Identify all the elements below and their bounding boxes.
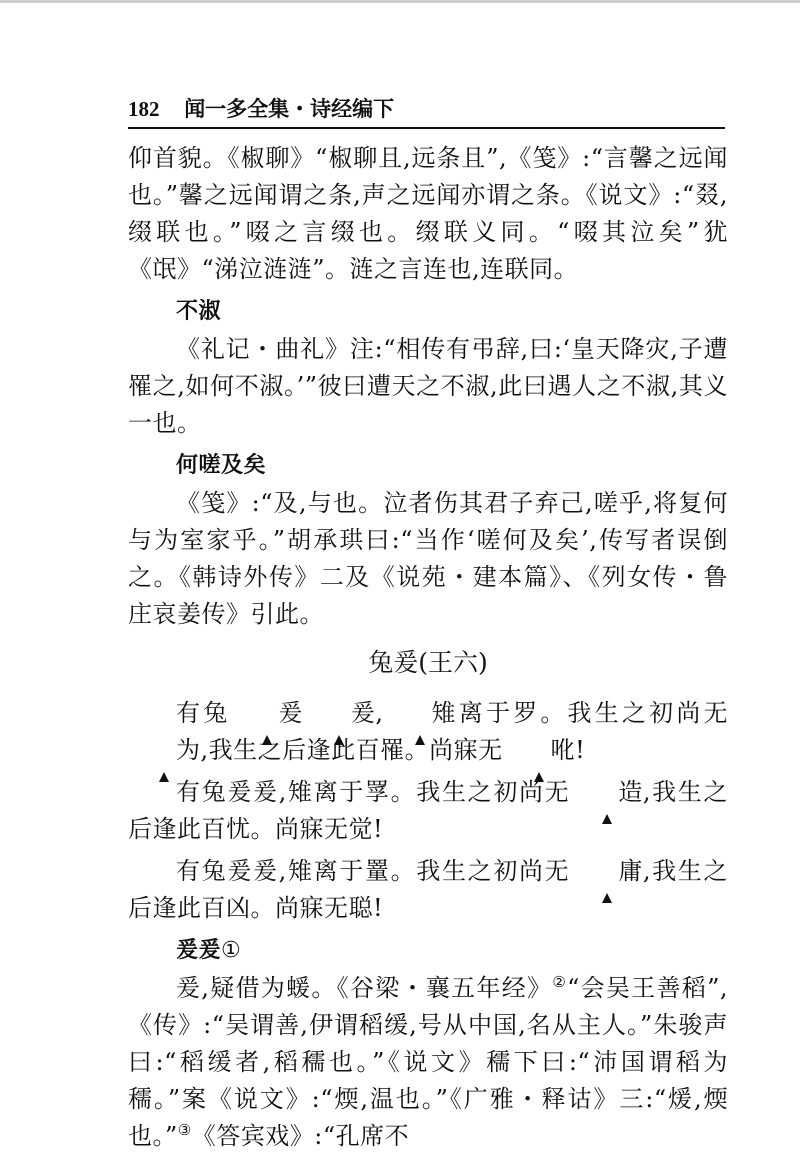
- triangle-mark-icon: [159, 772, 169, 782]
- poem-stanza-3: 有兔爰爰,雉离于罿。我生之初尚无 庸 ,我生之后逢此百凶。尚寐无聪!: [128, 853, 728, 927]
- triangle-mark-icon: [415, 735, 425, 745]
- marked-char: 雉: [384, 695, 457, 732]
- page-number: 182: [128, 97, 160, 121]
- footnote-ref: ①: [221, 938, 242, 963]
- triangle-mark-icon: [602, 893, 612, 903]
- triangle-mark-icon: [534, 772, 544, 782]
- term-heading-hejie: 何嗟及矣: [176, 453, 267, 478]
- marked-char: 爰: [230, 695, 303, 732]
- paragraph-4: 爰,疑借为蝯。《谷梁・襄五年经》②“会吴王善稻”,《传》:“吴谓善,伊谓稻缓,号从中国,名从主人。”朱骏声曰:“稻缓者,稻穤也。”《说文》穤下曰:“沛国谓稻为穤。”案《说文》:“煗,温也。”《广雅・释诂》三:“煖,煗也。”③《答宾戏》:“孔席不: [128, 973, 728, 1150]
- marked-char: 吪: [503, 732, 576, 769]
- footnote-ref: ②: [552, 973, 568, 991]
- running-header: [128, 92, 728, 126]
- triangle-mark-icon: [334, 735, 344, 745]
- header-title: 闻一多全集・诗经编下: [184, 96, 395, 121]
- term-heading-buyu: 不淑: [176, 299, 222, 324]
- paragraph-3: 《笺》:“及,与也。泣者伤其君子弃己,嗟乎,将复何与为室家乎。”胡承珙曰:“当作‘嗟何及矣’,传写者误倒之。《韩诗外传》二及《说苑・建本篇》、《列女传・鲁庄哀姜传》引此。: [128, 489, 728, 628]
- paragraph-1: 仰首貌。《椒聊》“椒聊且,远条且”,《笺》:“言馨之远闻也。”馨之远闻谓之条,声之远闻亦谓之条。《说文》:“叕,缀联也。”啜之言缀也。缀联义同。“啜其泣矣”犹《氓》“涕泣涟涟”。涟之言连也,连联同。: [128, 144, 728, 283]
- main-text: [128, 140, 728, 1155]
- triangle-mark-icon: [602, 814, 612, 824]
- footnote-ref: ③: [177, 1121, 192, 1139]
- marked-char: 庸: [570, 853, 643, 890]
- section-title: 兔爰(王六): [368, 648, 488, 677]
- term-heading-yuanyuan: 爰爰①: [176, 938, 242, 963]
- scan-edge: [0, 0, 800, 3]
- poem-stanza-1: 有兔 爰 爰 , 雉 离于罗。我生之初尚无为 ,我生之后逢此百罹。尚寐无 吪 !: [128, 695, 728, 769]
- paragraph-2: 《礼记・曲礼》注:“相传有弔辞,曰:‘皇天降灾,子遭罹之,如何不淑。’”彼曰遭天之不淑,此曰遇人之不淑,其义一也。: [128, 335, 728, 437]
- marked-char: 爰: [303, 695, 376, 732]
- marked-char: 为: [128, 732, 201, 769]
- marked-char: 造: [570, 774, 643, 811]
- header-rule: [128, 127, 725, 129]
- triangle-mark-icon: [262, 735, 272, 745]
- poem-stanza-2: 有兔爰爰,雉离于罦。我生之初尚无 造 ,我生之后逢此百忧。尚寐无觉!: [128, 774, 728, 848]
